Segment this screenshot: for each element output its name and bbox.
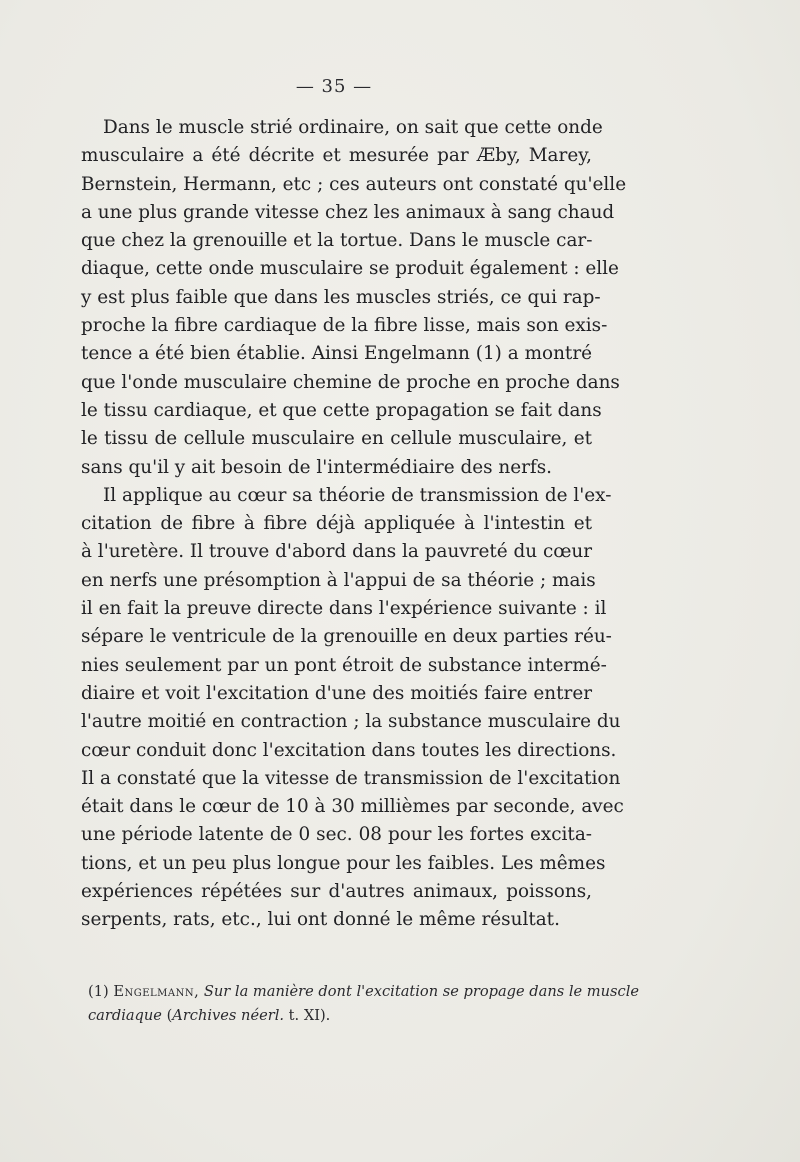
footnote-source-open: ( — [166, 1007, 173, 1024]
text-line: serpents, rats, etc., lui ont donné le même résultat. — [81, 909, 560, 931]
text-line: que l'onde musculaire chemine de proche en proche dans — [81, 371, 620, 393]
text-line: diaque, cette onde musculaire se produit également : elle — [81, 258, 619, 280]
text-line: il en fait la preuve directe dans l'expérience suivante : il — [81, 598, 607, 620]
footnote-author: Engelmann, — [113, 983, 200, 1000]
text-line: était dans le cœur de 10 à 30 millièmes par seconde, avec — [81, 796, 624, 818]
text-line: Bernstein, Hermann, etc ; ces auteurs ont constaté qu'elle — [81, 173, 627, 195]
text-line: le tissu cardiaque, et que cette propagation se fait dans — [81, 399, 602, 421]
footnote — [88, 980, 640, 1028]
text-line: en nerfs une présomption à l'appui de sa théorie ; mais — [81, 569, 596, 591]
footnote-line-2 — [88, 1004, 592, 1028]
text-line: a une plus grande vitesse chez les animaux à sang chaud — [81, 201, 615, 223]
text-line: citation de fibre à fibre déjà appliquée à l'intestin et — [81, 513, 592, 535]
text-line: tence a été bien établie. Ainsi Engelmann (1) a montré — [81, 343, 592, 365]
text-line: proche la fibre cardiaque de la fibre lisse, mais son exis- — [81, 315, 608, 337]
text-line: que chez la grenouille et la tortue. Dans le muscle car- — [81, 230, 593, 252]
text-line: Dans le muscle strié ordinaire, on sait que cette onde — [103, 117, 603, 138]
paragraph — [81, 114, 627, 482]
text-line: le tissu de cellule musculaire en cellule musculaire, et — [81, 428, 592, 450]
page-number: — 35 — — [295, 76, 373, 97]
text-line: y est plus faible que dans les muscles striés, ce qui rap- — [81, 286, 601, 308]
text-line: une période latente de 0 sec. 08 pour les fortes excita- — [81, 824, 592, 846]
text-line: expériences répétées sur d'autres animaux, poissons, — [81, 881, 592, 903]
footnote-source-journal: Archives néerl. — [172, 1007, 285, 1024]
text-line: diaire et voit l'excitation d'une des moitiés faire entrer — [81, 682, 592, 704]
text-line: sépare le ventricule de la grenouille en deux parties réu- — [81, 626, 612, 648]
footnote-number: (1) — [88, 983, 109, 1000]
paragraph — [81, 482, 624, 935]
text-line: sans qu'il y ait besoin de l'intermédiaire des nerfs. — [81, 456, 552, 478]
body-text — [81, 114, 627, 935]
text-line: Il a constaté que la vitesse de transmission de l'excitation — [81, 767, 621, 789]
footnote-title: Sur la manière dont l'excitation se propage dans le muscle — [203, 983, 640, 1000]
text-line: à l'uretère. Il trouve d'abord dans la pauvreté du cœur — [81, 541, 593, 563]
footnote-line-1 — [88, 980, 640, 1004]
text-line: l'autre moitié en contraction ; la substance musculaire du — [81, 711, 621, 733]
text-line: tions, et un peu plus longue pour les faibles. Les mêmes — [81, 852, 606, 874]
text-line: musculaire a été décrite et mesurée par Æby, Marey, — [81, 145, 592, 167]
footnote-source-rest: t. XI). — [288, 1007, 331, 1024]
text-line: Il applique au cœur sa théorie de transmission de l'ex- — [103, 484, 612, 506]
text-line: nies seulement par un pont étroit de substance intermé- — [81, 654, 607, 676]
text-line: cœur conduit donc l'excitation dans toutes les directions. — [81, 739, 617, 761]
footnote-title-continued: cardiaque — [88, 1007, 162, 1024]
